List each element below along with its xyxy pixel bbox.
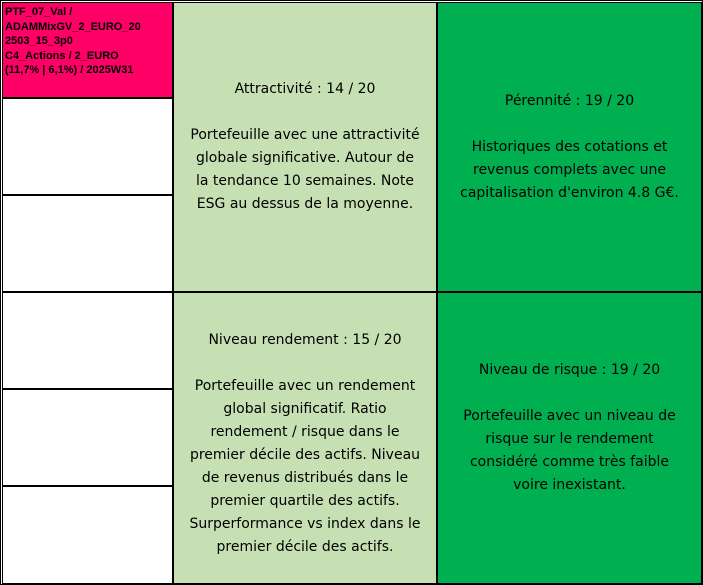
title-line: C4_Actions / 2_EURO <box>5 49 119 62</box>
attractivite-text: Portefeuille avec une attractivité globale significative. Autour de la tendance 10 semaines. Note ESG au dessus de la moyenne. <box>190 127 420 212</box>
perennite-text: Historiques des cotations et revenus complets avec une capitalisation d'environ 4.8 G€. <box>460 138 679 201</box>
rendement-heading: Niveau rendement : 15 / 20 <box>208 332 402 348</box>
perennite-heading: Pérennité : 19 / 20 <box>504 92 635 109</box>
attractivite-panel <box>173 2 437 292</box>
title-line: (11,7% | 6,1%) / 2025W31 <box>5 64 134 76</box>
title-line: ADAMMixGV_2_EURO_20 <box>5 20 141 33</box>
rendement-panel <box>173 292 437 584</box>
risque-text: Portefeuille avec un niveau de risque sur le rendement considéré comme très faible voire inexistant. <box>463 408 676 493</box>
perennite-panel <box>437 2 702 292</box>
blank-cell-5 <box>2 486 173 584</box>
rendement-text: Portefeuille avec un rendement global significatif. Ratio rendement / risque dans le premier décile des actifs. Niveau de revenus distribués dans le premier quartile des actifs. Surperformance vs index dans le premier décile des actifs. <box>189 378 421 555</box>
risque-panel <box>437 292 702 584</box>
blank-cell-3 <box>2 292 173 389</box>
blank-cell-4 <box>2 389 173 486</box>
title-line: 2503_15_3p0 <box>5 35 73 47</box>
title-line: PTF_07_Val / <box>5 6 73 18</box>
attractivite-heading: Attractivité : 14 / 20 <box>234 81 376 97</box>
blank-cell-1 <box>2 98 173 195</box>
risque-heading: Niveau de risque : 19 / 20 <box>478 362 661 378</box>
portfolio-title-cell <box>2 2 173 98</box>
blank-cell-2 <box>2 195 173 292</box>
